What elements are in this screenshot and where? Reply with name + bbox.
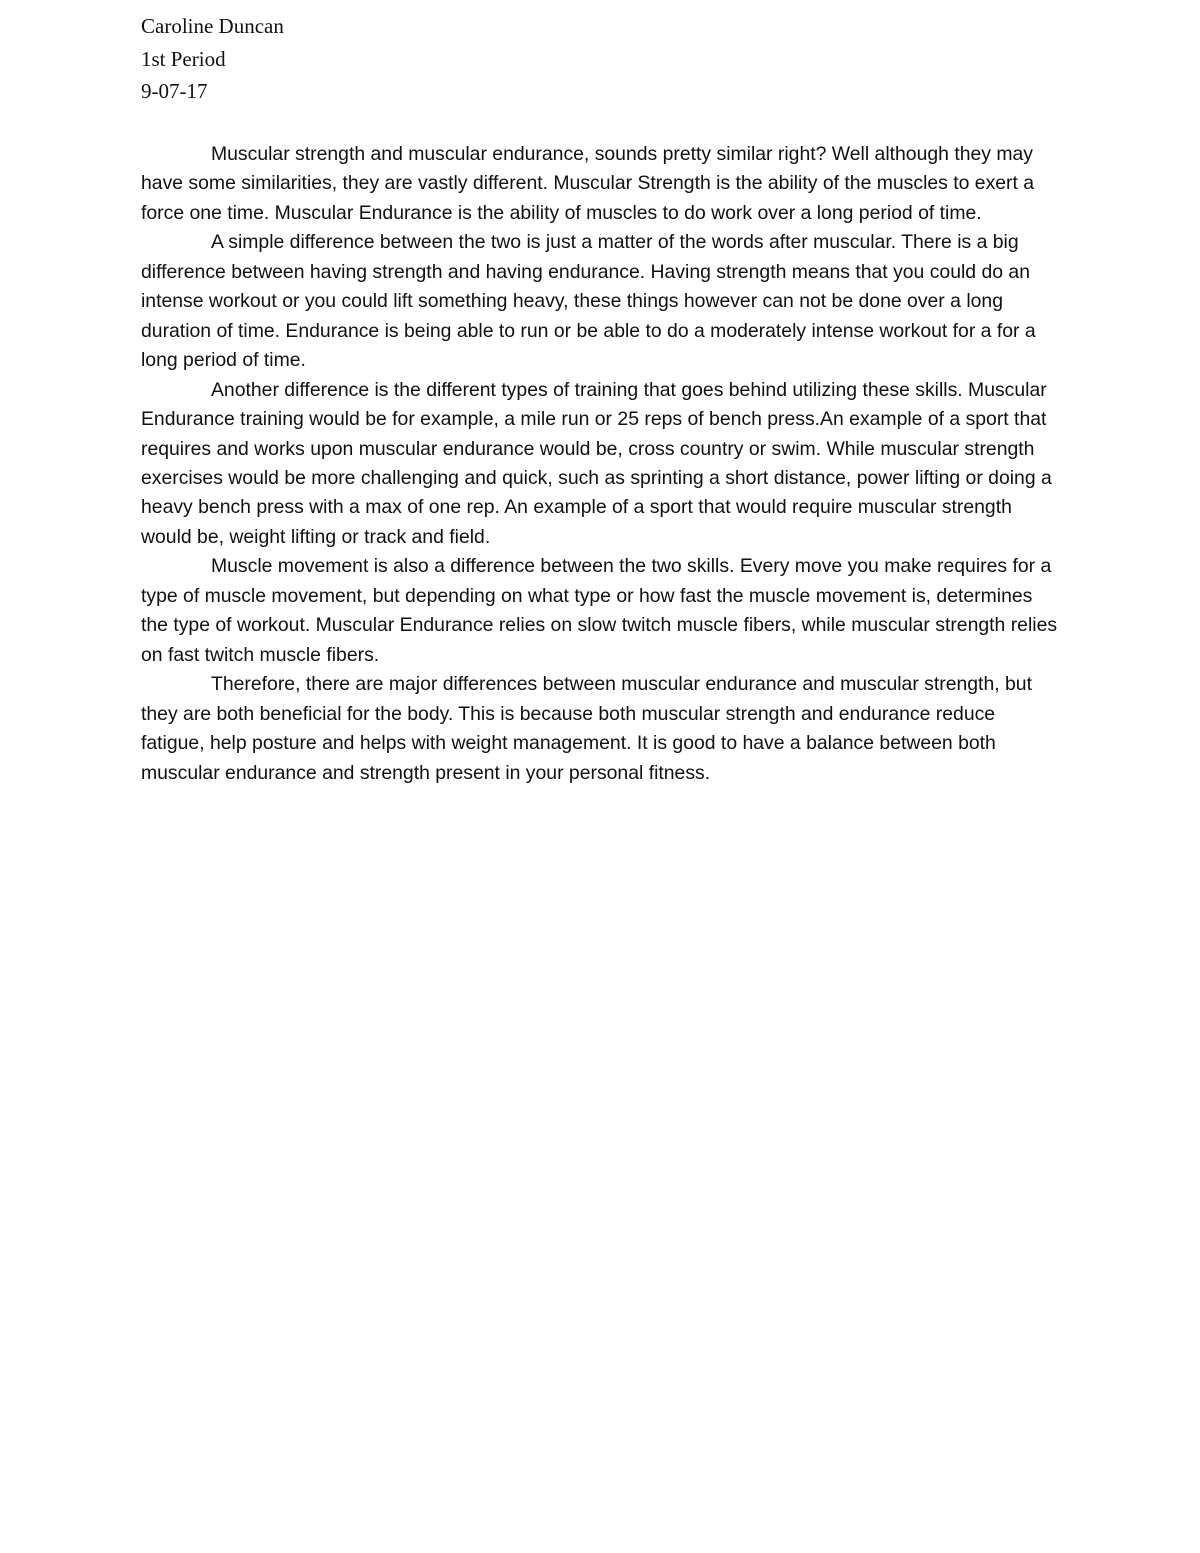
- essay-body: [141, 140, 1061, 788]
- document-date: 9-07-17: [141, 79, 208, 103]
- essay-paragraph-3: Another difference is the different types of training that goes behind utilizing these skills. Muscular Endurance training would be for example, a mile run or 25 reps of bench press.An example of a sport that requires and works upon muscular endurance would be, cross country or swim. While muscular strength exercises would be more challenging and quick, such as sprinting a short distance, power lifting or doing a heavy bench press with a max of one rep. An example of a sport that would require muscular strength would be, weight lifting or track and field.: [141, 378, 1052, 548]
- essay-paragraph-1: Muscular strength and muscular endurance, sounds pretty similar right? Well although they may have some similarities, they are vastly different. Muscular Strength is the ability of the muscles to exert a force one time. Muscular Endurance is the ability of muscles to do work over a long period of time.: [141, 143, 1035, 224]
- document-header: [141, 10, 284, 108]
- essay-paragraph-2: A simple difference between the two is just a matter of the words after muscular. There is a big difference between having strength and having endurance. Having strength means that you could do an intense workout or you could lift something heavy, these things however can not be done over a long duration of time. Endurance is being able to run or be able to do a moderately intense workout for a for a long period of time.: [141, 231, 1036, 372]
- class-period: 1st Period: [141, 46, 226, 71]
- author-name: Caroline Duncan: [141, 14, 284, 38]
- essay-paragraph-5: Therefore, there are major differences between muscular endurance and muscular strength, but they are both beneficial for the body. This is because both muscular strength and endurance reduce fatigue, help posture and helps with weight management. It is good to have a balance between both muscular endurance and strength present in your personal fitness.: [141, 673, 1032, 784]
- essay-paragraph-4: Muscle movement is also a difference between the two skills. Every move you make requires for a type of muscle movement, but depending on what type or how fast the muscle movement is, determines the type of workout. Muscular Endurance relies on slow twitch muscle fibers, while muscular strength relies on fast twitch muscle fibers.: [141, 555, 1058, 666]
